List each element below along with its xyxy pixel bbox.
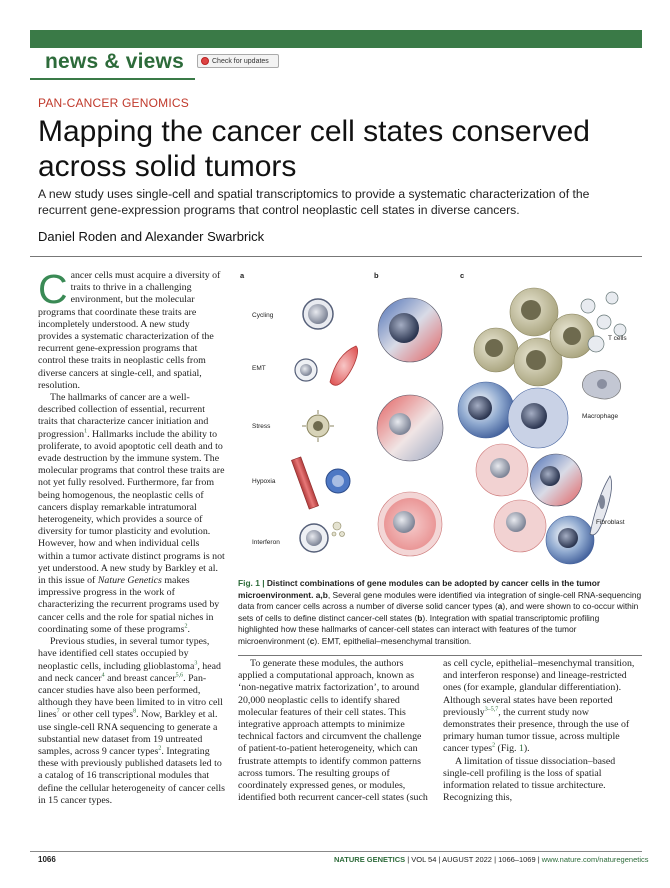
body-column-1 [38, 266, 226, 807]
panel-c-label: c [460, 271, 465, 280]
article-title: Mapping the cancer cell states conserved across solid tumors [38, 115, 590, 183]
footer-rule [30, 851, 642, 852]
p3-text-d: . Pan-cancer studies have also been performed, although they have been limited to in vitro cell lines [38, 672, 223, 721]
row-label-stress: Stress [252, 423, 271, 430]
reference-link[interactable]: 3 [194, 660, 198, 667]
paragraph-2 [38, 392, 226, 636]
label-fibroblast: Fibroblast [596, 519, 625, 526]
reference-link[interactable]: 1 [84, 428, 88, 435]
p2-text-a: The hallmarks of cancer are a well-described collection of essential, recurrent traits that characterize cancer initiation and progression [38, 392, 209, 440]
tumor-cluster [458, 288, 594, 564]
section-rule [30, 78, 195, 80]
caption-ref-a: a [497, 601, 503, 612]
issue-info: | VOL 54 | AUGUST 2022 | 1066–1069 | [405, 855, 542, 864]
caption-title: Distinct combinations of gene modules can be adopted by cancer cells in the tumor microenvironment. [238, 578, 601, 600]
caption-label: Fig. 1 | [238, 578, 265, 588]
journal-name: Nature Genetics [97, 575, 162, 587]
reference-link[interactable]: 2 [492, 743, 496, 750]
caption-ref-b: b [417, 612, 423, 623]
paragraph-5 [443, 658, 643, 756]
hypoxia-cell-icon [291, 457, 350, 509]
p2-text-c: makes impressive progress in the work of characterizing the recurrent programs used by cancer cells and the role for spatial niches in coordinating some of these programs [38, 575, 220, 635]
p5-text-c: (Fig. [495, 743, 519, 755]
caption-ref-c: c [309, 635, 315, 646]
paragraph-1 [38, 266, 226, 392]
reference-link[interactable]: 5,6 [175, 672, 184, 679]
p5-text-a: as cell cycle, epithelial–mesenchymal transition, and interferon response) and lineage-restricted ones (for example, glandular differentiation). Although several states have been reported previously [443, 658, 635, 718]
article-kicker: PAN-CANCER GENOMICS [38, 96, 189, 110]
body-column-2: To generate these modules, the authors applied a computational approach, known as ‘non-negative matrix factorization’, to around 20,000 neoplastic cells to identify shared molecular features of their cell states. This integrative approach attempts to minimize technical factors and circumvent the challenge of patient-to-patient heterogeneity, which can frustrate attempts to identify common patterns across tumors. The resulting groups of coordinately expressed genes, or modules, identified both recurrent cancer-cell states (such [238, 658, 428, 804]
reference-link[interactable]: 8 [133, 709, 137, 716]
reference-link[interactable]: 4 [101, 672, 105, 679]
journal-name-footer: NATURE GENETICS [334, 855, 406, 864]
paragraph-3 [38, 636, 226, 807]
caption-text-4: ). EMT, epithelial–mesenchymal transition. [314, 635, 472, 646]
cell-state-1 [378, 298, 442, 362]
top-green-bar [30, 30, 642, 48]
stress-cell-icon [302, 410, 334, 442]
check-updates-label: Check for updates [212, 57, 269, 65]
interferon-cell-icon [300, 522, 345, 552]
p5-text-b: , the current study now demonstrates their presence, through the use of primary human tumor tissue, across multiple cancer types [443, 706, 630, 755]
reference-link[interactable]: 2 [184, 623, 188, 630]
paragraph-1-text: ancer cells must acquire a diversity of traits to thrive in a challenging environment, but the molecular programs that coordinate these traits are incompletely understood. A new study provides a systematic characterization of the recurrent gene-expression programs that control these traits in neoplastic cells from diverse cancers at single-cell, and spatial, resolution. [38, 270, 221, 391]
p3-text-c: and breast cancer [104, 672, 176, 684]
figure-1 [238, 270, 650, 576]
caption-panels-ab: a,b [313, 589, 328, 600]
p3-text-f: . Now, Barkley et al. use single-cell RNA sequencing to generate a substantial new dataset from 19 untreated samples, across 9 cancer types [38, 709, 218, 757]
row-label-cycling: Cycling [252, 312, 274, 319]
caption-text-3: ). Integration with spatial transcriptomic profiling highlighted how these hallmarks of cancer-cell states can interact with features of the tumor microenvironment ( [238, 612, 600, 646]
label-t-cells: T cells [608, 335, 627, 342]
check-updates-icon [201, 57, 209, 65]
p2-text-d: . [187, 623, 190, 635]
macrophage-icon [582, 370, 620, 399]
reference-link[interactable]: 7 [56, 709, 60, 716]
row-label-interferon: Interferon [252, 539, 280, 546]
emt-cell-icon [295, 346, 358, 385]
drop-cap: C [38, 266, 68, 312]
panel-a-label: a [240, 271, 245, 280]
section-label: news & views [45, 50, 184, 73]
fibroblast-icon [590, 476, 612, 535]
figure-link[interactable]: 1 [518, 743, 524, 755]
caption-text-2: ), and were shown to co-occur within sets of cells to define distinct cancer-cell states ( [238, 601, 639, 623]
cell-state-3 [378, 492, 442, 556]
row-label-hypoxia: Hypoxia [252, 478, 276, 485]
cell-state-2 [377, 395, 443, 461]
p5-text-d: ). [523, 743, 530, 755]
figure-caption [238, 578, 642, 648]
paragraph-6: A limitation of tissue dissociation–based single-cell profiling is the loss of spatial information related to tissue architecture. Recognizing this, [443, 755, 616, 804]
article-authors: Daniel Roden and Alexander Swarbrick [38, 229, 265, 244]
p3-text-g: . Integrating these with previously published datasets led to a catalog of 16 transcriptional modules that define the cellular heterogeneity of cancer cells in 15 cancer types. [38, 745, 225, 806]
p3-text-e: or other cell types [59, 709, 134, 721]
caption-rule [238, 655, 642, 656]
reference-link[interactable]: 2 [158, 745, 162, 752]
article-standfirst: A new study uses single-cell and spatial transcriptomics to provide a systematic characterization of the recurrent gene-expression programs that control neoplastic cell states in diverse cancers. [38, 187, 590, 217]
body-column-3 [443, 658, 643, 804]
p3-text-a: Previous studies, in several tumor types, have identified cell states occupied by neoplastic cells, including glioblastoma [38, 636, 210, 672]
row-label-emt: EMT [252, 365, 266, 372]
author-rule [30, 256, 642, 257]
caption-text-1: , Several gene modules were identified via integration of single-cell RNA-sequencing data from cancer cells across a number of diverse solid cancer types ( [238, 589, 642, 612]
cycling-cell-icon [303, 299, 333, 329]
p2-text-b: . Hallmarks include the ability to proliferate, to avoid apoptotic cell death and to evade destruction by the immune system. The molecular programs that control these traits are not yet fully resolved. Furthermore, far from being homogenous, the neoplastic cells of cancers display remarkable intratumoral heterogeneity, which provides a source of diversity for tumor plasticity and evolution. However, how and when individual cells within a tumor activate distinct programs is not yet understood. A new study by Barkley et al. in this issue of [38, 428, 225, 587]
page-number: 1066 [38, 855, 56, 864]
p3-text-b: , head and neck cancer [38, 660, 221, 684]
reference-link[interactable]: 3–5,7 [484, 706, 499, 713]
panel-b-label: b [374, 271, 379, 280]
journal-footer [334, 855, 649, 864]
check-updates-button[interactable] [197, 54, 279, 68]
label-macrophage: Macrophage [582, 413, 619, 420]
journal-url-link[interactable]: www.nature.com/naturegenetics [541, 855, 649, 864]
